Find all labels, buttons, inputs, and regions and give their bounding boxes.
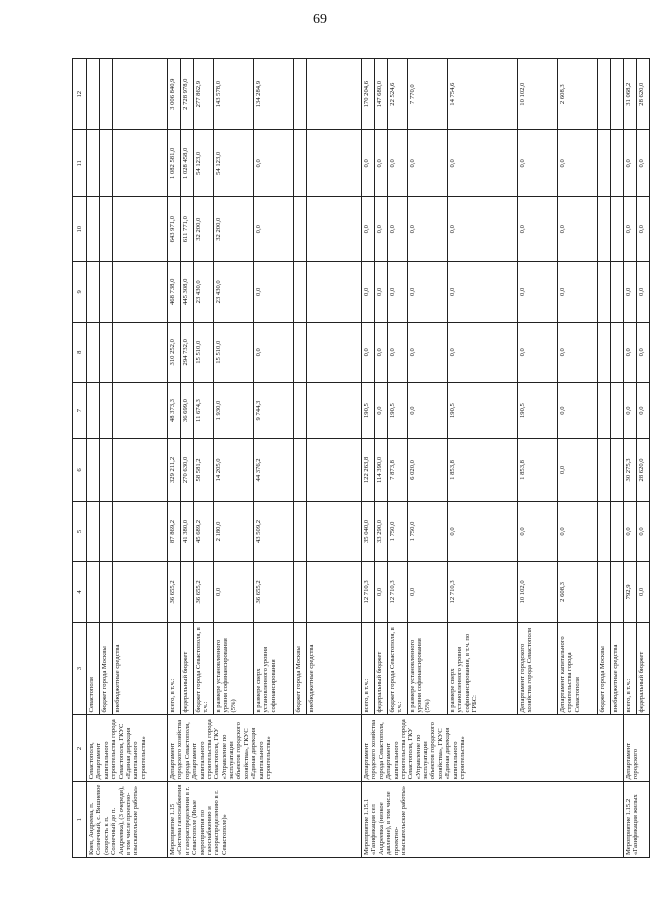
value-cell: 28 620,0 [637, 439, 650, 502]
value-cell: 0,0 [558, 501, 598, 561]
measure-cell: Мероприятие 1.15 «Система газоснабжения и газораспределения в г. Севастополе (Иные мероприятия по газоснабжению и газораспределению в г. Севастополе)» [168, 782, 362, 858]
measure-cell: Киев, Андреева, п. Солнечный, с. Вишневое (скорость к п. Солнечный до п. Андреевка), (3 очереди), в том числе проектно-изыскательские работы» [87, 782, 168, 858]
value-cell [100, 501, 113, 561]
header-cell: 7 [73, 382, 87, 438]
value-cell: 0,0 [624, 382, 637, 438]
measure-cell: Мероприятие 1.15.1 «Газификация сел Андреевка (низкое давление), в том числе проектно-изыскательские работы» [362, 782, 624, 858]
source-cell: федеральный бюджет [637, 622, 650, 715]
value-cell: 2 608,3 [558, 59, 598, 130]
value-cell: 122 263,8 [362, 439, 375, 502]
value-cell: 0,0 [637, 501, 650, 561]
header-cell: 4 [73, 562, 87, 622]
value-cell: 190,5 [518, 382, 558, 438]
value-cell: 0,0 [448, 130, 518, 197]
value-cell: 0,0 [518, 501, 558, 561]
value-cell [87, 59, 100, 130]
value-cell [611, 501, 624, 561]
value-cell [113, 501, 168, 561]
source-cell: всего, в т.ч.: [362, 622, 375, 715]
value-cell [113, 439, 168, 502]
measure-cell: Мероприятие 1.15.2 «Газификация жилых [624, 782, 650, 858]
value-cell [87, 562, 100, 622]
source-cell: бюджет города Москвы [100, 622, 113, 715]
value-cell [611, 130, 624, 197]
value-cell [294, 322, 307, 382]
value-cell: 0,0 [637, 562, 650, 622]
rotated-table-wrapper [72, 58, 645, 858]
value-cell [294, 562, 307, 622]
value-cell [113, 197, 168, 262]
value-cell [113, 322, 168, 382]
source-cell: бюджет города Севастополя, в т.ч.: [194, 622, 214, 715]
value-cell: 0,0 [254, 322, 294, 382]
value-cell: 43 509,2 [254, 501, 294, 561]
value-cell [181, 562, 194, 622]
header-cell: 3 [73, 622, 87, 715]
value-cell: 0,0 [558, 130, 598, 197]
value-cell: 147 680,0 [375, 59, 388, 130]
value-cell: 0,0 [254, 262, 294, 322]
value-cell: 143 578,0 [214, 59, 254, 130]
value-cell: 0,0 [408, 130, 448, 197]
value-cell [87, 130, 100, 197]
value-cell: 0,0 [375, 130, 388, 197]
table-row [87, 59, 100, 858]
header-cell: 11 [73, 130, 87, 197]
value-cell: 0,0 [624, 197, 637, 262]
value-cell: 0,0 [388, 130, 408, 197]
value-cell: 41 380,0 [181, 501, 194, 561]
value-cell: 277 862,9 [194, 59, 214, 130]
value-cell: 12 710,3 [448, 562, 518, 622]
value-cell: 14 754,6 [448, 59, 518, 130]
value-cell: 0,0 [624, 322, 637, 382]
value-cell: 2 608,3 [558, 562, 598, 622]
value-cell [294, 59, 307, 130]
value-cell [611, 382, 624, 438]
value-cell: 10 102,0 [518, 562, 558, 622]
value-cell: 190,5 [388, 382, 408, 438]
value-cell [307, 130, 362, 197]
value-cell: 45 689,2 [194, 501, 214, 561]
value-cell: 0,0 [362, 262, 375, 322]
value-cell: 1 853,8 [448, 439, 518, 502]
value-cell: 54 123,0 [214, 130, 254, 197]
value-cell [294, 501, 307, 561]
header-row [73, 59, 87, 858]
executor-cell: Департамент городского [624, 715, 650, 782]
value-cell: 12 710,3 [362, 562, 375, 622]
value-cell: 0,0 [375, 262, 388, 322]
value-cell [307, 59, 362, 130]
value-cell: 270 630,0 [181, 439, 194, 502]
value-cell: 0,0 [558, 262, 598, 322]
table-row [168, 59, 181, 858]
value-cell [113, 382, 168, 438]
value-cell [611, 262, 624, 322]
source-cell: Департамент капитального строительства города Севастополя [558, 622, 598, 715]
value-cell [611, 439, 624, 502]
source-cell: федеральный бюджет [181, 622, 194, 715]
value-cell: 0,0 [637, 382, 650, 438]
value-cell: 33 290,0 [375, 501, 388, 561]
value-cell [598, 439, 611, 502]
value-cell: 1 853,8 [518, 439, 558, 502]
value-cell: 23 430,0 [214, 262, 254, 322]
value-cell [598, 197, 611, 262]
value-cell: 190,5 [362, 382, 375, 438]
value-cell: 7 770,0 [408, 59, 448, 130]
value-cell: 190,5 [448, 382, 518, 438]
value-cell: 329 211,2 [168, 439, 181, 502]
value-cell: 0,0 [558, 439, 598, 502]
table-row [624, 59, 637, 858]
value-cell: 3 006 840,9 [168, 59, 181, 130]
value-cell [307, 501, 362, 561]
value-cell [611, 59, 624, 130]
value-cell: 2 180,0 [214, 501, 254, 561]
value-cell: 0,0 [624, 501, 637, 561]
header-cell: 10 [73, 197, 87, 262]
value-cell: 1 028 458,0 [181, 130, 194, 197]
value-cell: 48 373,3 [168, 382, 181, 438]
header-cell: 8 [73, 322, 87, 382]
value-cell: 23 430,0 [194, 262, 214, 322]
value-cell: 294 732,0 [181, 322, 194, 382]
value-cell [598, 501, 611, 561]
value-cell [87, 439, 100, 502]
header-cell: 5 [73, 501, 87, 561]
source-cell: бюджет города Москвы [598, 622, 611, 715]
source-cell: Департамент городского хозяйства города Севастополя [518, 622, 558, 715]
value-cell [598, 262, 611, 322]
value-cell: 643 971,0 [168, 197, 181, 262]
value-cell [100, 197, 113, 262]
table-row [362, 59, 375, 858]
value-cell: 0,0 [518, 262, 558, 322]
value-cell [87, 197, 100, 262]
value-cell: 30 275,3 [624, 439, 637, 502]
value-cell: 0,0 [624, 130, 637, 197]
value-cell [598, 562, 611, 622]
value-cell: 0,0 [408, 382, 448, 438]
value-cell [611, 197, 624, 262]
value-cell: 15 510,0 [214, 322, 254, 382]
value-cell [113, 562, 168, 622]
value-cell: 11 674,3 [194, 382, 214, 438]
value-cell: 31 068,2 [624, 59, 637, 130]
source-cell: внебюджетные средства [113, 622, 168, 715]
value-cell: 310 252,0 [168, 322, 181, 382]
value-cell: 36 655,2 [194, 562, 214, 622]
executor-cell: Департамент городского хозяйства города Севастополя, Департамент капитального строительства города Севастополя, ГКУ «Управление по эксплуатации объектов городского хозяйства», ГКУС «Единая дирекция капитального строительства» [168, 715, 362, 782]
value-cell: 114 390,0 [375, 439, 388, 502]
value-cell: 0,0 [448, 262, 518, 322]
value-cell [294, 439, 307, 502]
value-cell: 0,0 [375, 562, 388, 622]
value-cell: 44 376,2 [254, 439, 294, 502]
value-cell: 12 710,3 [388, 562, 408, 622]
page-number: 69 [313, 12, 327, 27]
value-cell: 0,0 [518, 130, 558, 197]
value-cell: 0,0 [558, 197, 598, 262]
value-cell: 9 744,3 [254, 382, 294, 438]
value-cell: 35 040,0 [362, 501, 375, 561]
value-cell: 0,0 [518, 322, 558, 382]
value-cell: 36 699,0 [181, 382, 194, 438]
value-cell: 134 284,9 [254, 59, 294, 130]
value-cell: 0,0 [408, 197, 448, 262]
value-cell [100, 262, 113, 322]
budget-table [72, 58, 650, 858]
source-cell: бюджет города Москвы [294, 622, 307, 715]
source-cell: внебюджетные средства [611, 622, 624, 715]
value-cell: 0,0 [362, 322, 375, 382]
value-cell [100, 382, 113, 438]
value-cell: 0,0 [375, 322, 388, 382]
value-cell: 1 930,0 [214, 382, 254, 438]
value-cell [307, 262, 362, 322]
value-cell: 0,0 [408, 262, 448, 322]
value-cell: 0,0 [558, 382, 598, 438]
value-cell: 792,9 [624, 562, 637, 622]
source-cell: в размере сверх установленного уровня софинансирования [254, 622, 294, 715]
value-cell [100, 439, 113, 502]
value-cell: 0,0 [637, 130, 650, 197]
value-cell: 0,0 [408, 322, 448, 382]
header-cell: 12 [73, 59, 87, 130]
value-cell [598, 130, 611, 197]
value-cell: 0,0 [448, 197, 518, 262]
executor-cell: Департамент городского хозяйства города Севастополя, Департамент капитального строительства города Севастополя, ГКУ «Управление по эксплуатации объектов городского хозяйства», ГКУС «Единая дирекция капитального строительства» [362, 715, 624, 782]
value-cell [294, 382, 307, 438]
value-cell [294, 130, 307, 197]
value-cell [113, 59, 168, 130]
header-cell: 6 [73, 439, 87, 502]
value-cell [100, 130, 113, 197]
value-cell [611, 322, 624, 382]
value-cell: 0,0 [388, 262, 408, 322]
value-cell [100, 59, 113, 130]
value-cell: 170 204,6 [362, 59, 375, 130]
value-cell: 0,0 [375, 197, 388, 262]
source-cell: в размере сверх установленного уровня софинансирования, в т.ч. по ГРБС: [448, 622, 518, 715]
value-cell: 0,0 [637, 322, 650, 382]
value-cell: 0,0 [214, 562, 254, 622]
source-cell: федеральный бюджет [375, 622, 388, 715]
value-cell [307, 197, 362, 262]
value-cell: 611 771,0 [181, 197, 194, 262]
value-cell: 0,0 [637, 262, 650, 322]
value-cell: 0,0 [388, 197, 408, 262]
value-cell: 1 082 581,0 [168, 130, 181, 197]
value-cell [294, 197, 307, 262]
source-cell: в размере установленного уровня софинансирования (5%) [408, 622, 448, 715]
value-cell: 2 728 978,0 [181, 59, 194, 130]
value-cell [307, 322, 362, 382]
header-cell: 1 [73, 782, 87, 858]
value-cell: 468 738,0 [168, 262, 181, 322]
value-cell: 58 581,2 [194, 439, 214, 502]
source-cell: всего, в т.ч.: [624, 622, 637, 715]
value-cell: 36 655,2 [168, 562, 181, 622]
value-cell: 0,0 [362, 130, 375, 197]
value-cell: 54 123,0 [194, 130, 214, 197]
value-cell [307, 439, 362, 502]
value-cell [87, 501, 100, 561]
value-cell [598, 322, 611, 382]
value-cell: 0,0 [388, 322, 408, 382]
value-cell: 1 750,0 [408, 501, 448, 561]
value-cell: 0,0 [637, 197, 650, 262]
value-cell: 0,0 [375, 382, 388, 438]
value-cell: 10 102,0 [518, 59, 558, 130]
value-cell: 14 205,0 [214, 439, 254, 502]
value-cell [294, 262, 307, 322]
value-cell: 0,0 [448, 322, 518, 382]
value-cell: 32 200,0 [194, 197, 214, 262]
value-cell: 0,0 [408, 562, 448, 622]
value-cell [113, 130, 168, 197]
value-cell [87, 262, 100, 322]
source-cell: всего, в т.ч.: [168, 622, 181, 715]
value-cell [307, 382, 362, 438]
source-cell: Севастополя [87, 622, 100, 715]
value-cell [87, 382, 100, 438]
value-cell: 0,0 [518, 197, 558, 262]
header-cell: 9 [73, 262, 87, 322]
source-cell: внебюджетные средства [307, 622, 362, 715]
value-cell: 1 750,0 [388, 501, 408, 561]
header-cell: 2 [73, 715, 87, 782]
value-cell: 7 873,8 [388, 439, 408, 502]
value-cell: 6 020,0 [408, 439, 448, 502]
value-cell: 445 308,0 [181, 262, 194, 322]
value-cell: 0,0 [624, 262, 637, 322]
value-cell: 0,0 [448, 501, 518, 561]
executor-cell: Севастополя, Департамент капитального строительства города Севастополя, ГКУС «Единая дирекция капитального строительства» [87, 715, 168, 782]
value-cell: 22 524,6 [388, 59, 408, 130]
value-cell [598, 59, 611, 130]
value-cell: 15 510,0 [194, 322, 214, 382]
value-cell [87, 322, 100, 382]
value-cell: 0,0 [254, 197, 294, 262]
value-cell: 0,0 [254, 130, 294, 197]
value-cell: 0,0 [558, 322, 598, 382]
value-cell [598, 382, 611, 438]
value-cell [100, 322, 113, 382]
value-cell: 28 620,0 [637, 59, 650, 130]
value-cell [611, 562, 624, 622]
source-cell: в размере установленного уровня софинансирования (5%) [214, 622, 254, 715]
value-cell: 0,0 [362, 197, 375, 262]
value-cell [307, 562, 362, 622]
value-cell: 87 869,2 [168, 501, 181, 561]
value-cell [100, 562, 113, 622]
value-cell: 32 200,0 [214, 197, 254, 262]
value-cell: 36 655,2 [254, 562, 294, 622]
source-cell: бюджет города Севастополя, в т.ч.: [388, 622, 408, 715]
value-cell [113, 262, 168, 322]
